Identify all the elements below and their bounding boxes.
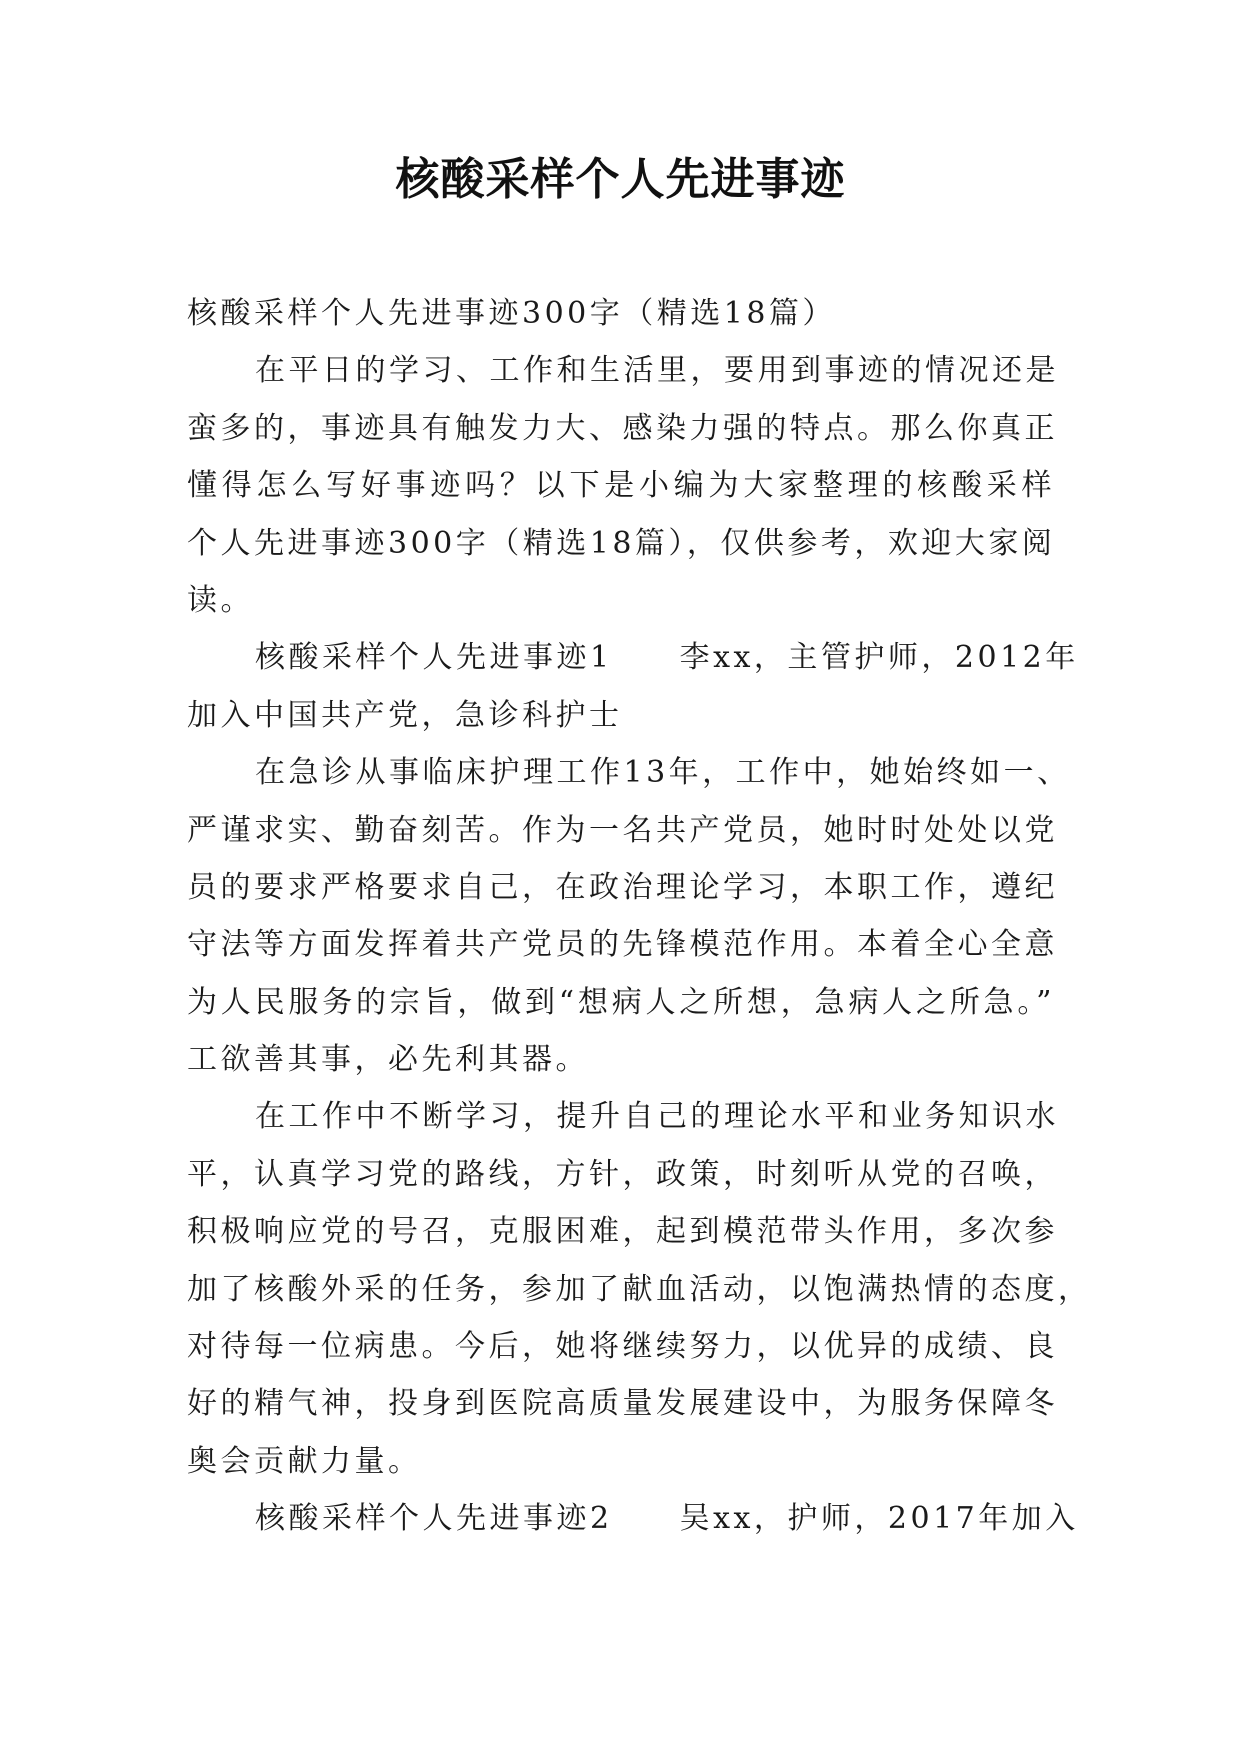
paragraph-line: 对待每一位病患。今后，她将继续努力，以优异的成绩、良 xyxy=(187,1329,1058,1365)
paragraph-line: 读。 xyxy=(187,582,254,618)
paragraph-line: 守法等方面发挥着共产党员的先锋模范作用。本着全心全意 xyxy=(187,927,1058,963)
subtitle-line: 核酸采样个人先进事迹300字（精选18篇） xyxy=(187,296,836,331)
section-heading-line: 核酸采样个人先进事迹1 李xx，主管护师，2012年 xyxy=(255,640,1079,676)
paragraph-line: 在平日的学习、工作和生活里，要用到事迹的情况还是 xyxy=(255,353,1059,389)
paragraph-line: 为人民服务的宗旨，做到“想病人之所想，急病人之所急。” xyxy=(187,984,1055,1020)
paragraph-line: 员的要求严格要求自己，在政治理论学习，本职工作，遵纪 xyxy=(187,869,1058,905)
paragraph-line: 在急诊从事临床护理工作13年，工作中，她始终如一、 xyxy=(255,755,1071,791)
paragraph-line: 懂得怎么写好事迹吗？以下是小编为大家整理的核酸采样 xyxy=(187,468,1055,504)
paragraph-line: 平，认真学习党的路线，方针，政策，时刻听从党的召唤， xyxy=(187,1156,1058,1192)
section-heading-line: 核酸采样个人先进事迹2 吴xx，护师，2017年加入 xyxy=(255,1501,1079,1537)
paragraph-line: 加了核酸外采的任务，参加了献血活动，以饱满热情的态度， xyxy=(187,1271,1092,1307)
paragraph-line: 在工作中不断学习，提升自己的理论水平和业务知识水 xyxy=(255,1099,1059,1135)
paragraph-line: 个人先进事迹300字（精选18篇），仅供参考，欢迎大家阅 xyxy=(187,525,1056,561)
paragraph-line: 好的精气神，投身到医院高质量发展建设中，为服务保障冬 xyxy=(187,1386,1058,1422)
paragraph-line: 积极响应党的号召，克服困难，起到模范带头作用，多次参 xyxy=(187,1214,1058,1250)
document-title: 核酸采样个人先进事迹 xyxy=(395,154,846,205)
paragraph-line: 工欲善其事，必先利其器。 xyxy=(187,1042,589,1078)
paragraph-line: 严谨求实、勤奋刻苦。作为一名共产党员，她时时处处以党 xyxy=(187,812,1058,848)
document-body xyxy=(187,285,1092,1548)
paragraph-line: 蛮多的，事迹具有触发力大、感染力强的特点。那么你真正 xyxy=(187,410,1058,446)
paragraph-line: 奥会贡献力量。 xyxy=(187,1443,422,1479)
paragraph-line: 加入中国共产党，急诊科护士 xyxy=(187,697,623,733)
